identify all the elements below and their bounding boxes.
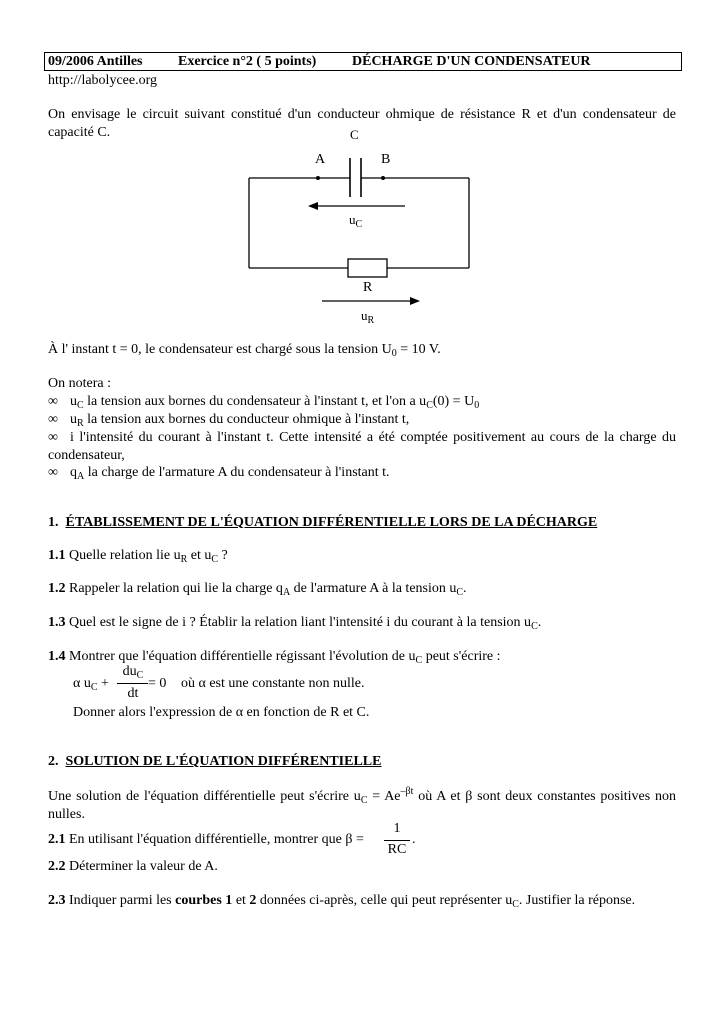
bullet-icon: ∞ bbox=[48, 430, 58, 445]
header-title: DÉCHARGE D'UN CONDENSATEUR bbox=[352, 54, 591, 69]
part2-intro: Une solution de l'équation différentielle peut s'écrire $u_C = Ae^{-\beta t}$ où A et β sont deux constantes positives non nulles. bbox=[48, 786, 676, 822]
bullet-icon: ∞ bbox=[48, 465, 58, 480]
ur-label: $u_R$ bbox=[361, 308, 375, 326]
notation-item-qa: $q_A$ la charge de l'armature A du condensateur à l'instant t. bbox=[70, 465, 390, 482]
equation-lhs: α $u_C$ + bbox=[73, 676, 109, 693]
beta-numerator: 1 bbox=[393, 821, 401, 836]
fraction-bar bbox=[117, 683, 148, 684]
beta-fraction-bar bbox=[384, 840, 410, 841]
uc-arrowhead bbox=[308, 202, 318, 210]
node-a-label: A bbox=[315, 152, 326, 167]
node-b-dot bbox=[381, 176, 385, 180]
question-2-1: 2.1 En utilisant l'équation différentielle, montrer que β = bbox=[48, 832, 364, 847]
question-1-1: 1.1 Quelle relation lie $u_R$ et $u_C$ ? bbox=[48, 548, 228, 565]
bullet-icon: ∞ bbox=[48, 394, 58, 409]
question-2-3: 2.3 Indiquer parmi les courbes 1 et 2 données ci-après, celle qui peut représenter $u_C$. Justifier la réponse. bbox=[48, 893, 636, 910]
header-exercise: Exercice n°2 ( 5 points) bbox=[178, 54, 317, 69]
notation-item-ur: $u_R$ la tension aux bornes du conducteur ohmique à l'instant t, bbox=[70, 412, 410, 429]
node-a-dot bbox=[316, 176, 320, 180]
ur-arrowhead bbox=[410, 297, 420, 305]
header-date-place: 09/2006 Antilles bbox=[48, 54, 143, 69]
question-1-2: 1.2 Rappeler la relation qui lie la charge $q_A$ de l'armature A à la tension $u_C$. bbox=[48, 581, 467, 598]
intro-paragraph: On envisage le circuit suivant constitué d'un conducteur ohmique de résistance R et d'un condensateur de capacité C. bbox=[48, 107, 676, 140]
initial-condition: À l' instant t = 0, le condensateur est chargé sous la tension $U_0 = 10$ V. bbox=[48, 342, 441, 359]
equation-numerator: $du_C$ bbox=[122, 664, 144, 681]
uc-label: $u_C$ bbox=[349, 212, 363, 230]
equation-denominator: dt bbox=[127, 686, 139, 701]
bullet-icon: ∞ bbox=[48, 412, 58, 427]
question-2-2: 2.2 Déterminer la valeur de A. bbox=[48, 859, 218, 874]
capacitor-label: C bbox=[350, 127, 359, 142]
resistor-label: R bbox=[363, 280, 373, 295]
beta-denominator: RC bbox=[387, 842, 407, 857]
node-b-label: B bbox=[381, 152, 391, 167]
equation-note: où α est une constante non nulle. bbox=[181, 676, 365, 691]
question-1-4-follow-up: Donner alors l'expression de α en fonction de R et C. bbox=[73, 705, 370, 720]
notation-item-uc: $u_C$ la tension aux bornes du condensateur à l'instant t, et l'on a $u_C(0) = U_0$ bbox=[70, 394, 480, 411]
resistor bbox=[348, 259, 387, 277]
part2-heading: 2. SOLUTION DE L'ÉQUATION DIFFÉRENTIELLE bbox=[48, 754, 382, 769]
notation-title: On notera : bbox=[48, 376, 111, 391]
notation-item-i: i l'intensité du courant à l'instant t. Cette intensité a été comptée positivement au cours de la charge du condensateur, bbox=[48, 430, 676, 463]
source-url[interactable]: http://labolycee.org bbox=[48, 73, 157, 88]
part1-heading: 1. ÉTABLISSEMENT DE L'ÉQUATION DIFFÉRENTIELLE LORS DE LA DÉCHARGE bbox=[48, 515, 598, 530]
question-1-3: 1.3 Quel est le signe de i ? Établir la relation liant l'intensité i du courant à la tension $u_C$. bbox=[48, 615, 542, 632]
equation-rhs: = 0 bbox=[148, 676, 167, 691]
beta-end: . bbox=[412, 832, 416, 847]
question-1-4: 1.4 Montrer que l'équation différentielle régissant l'évolution de $u_C$ peut s'écrire : bbox=[48, 649, 501, 666]
